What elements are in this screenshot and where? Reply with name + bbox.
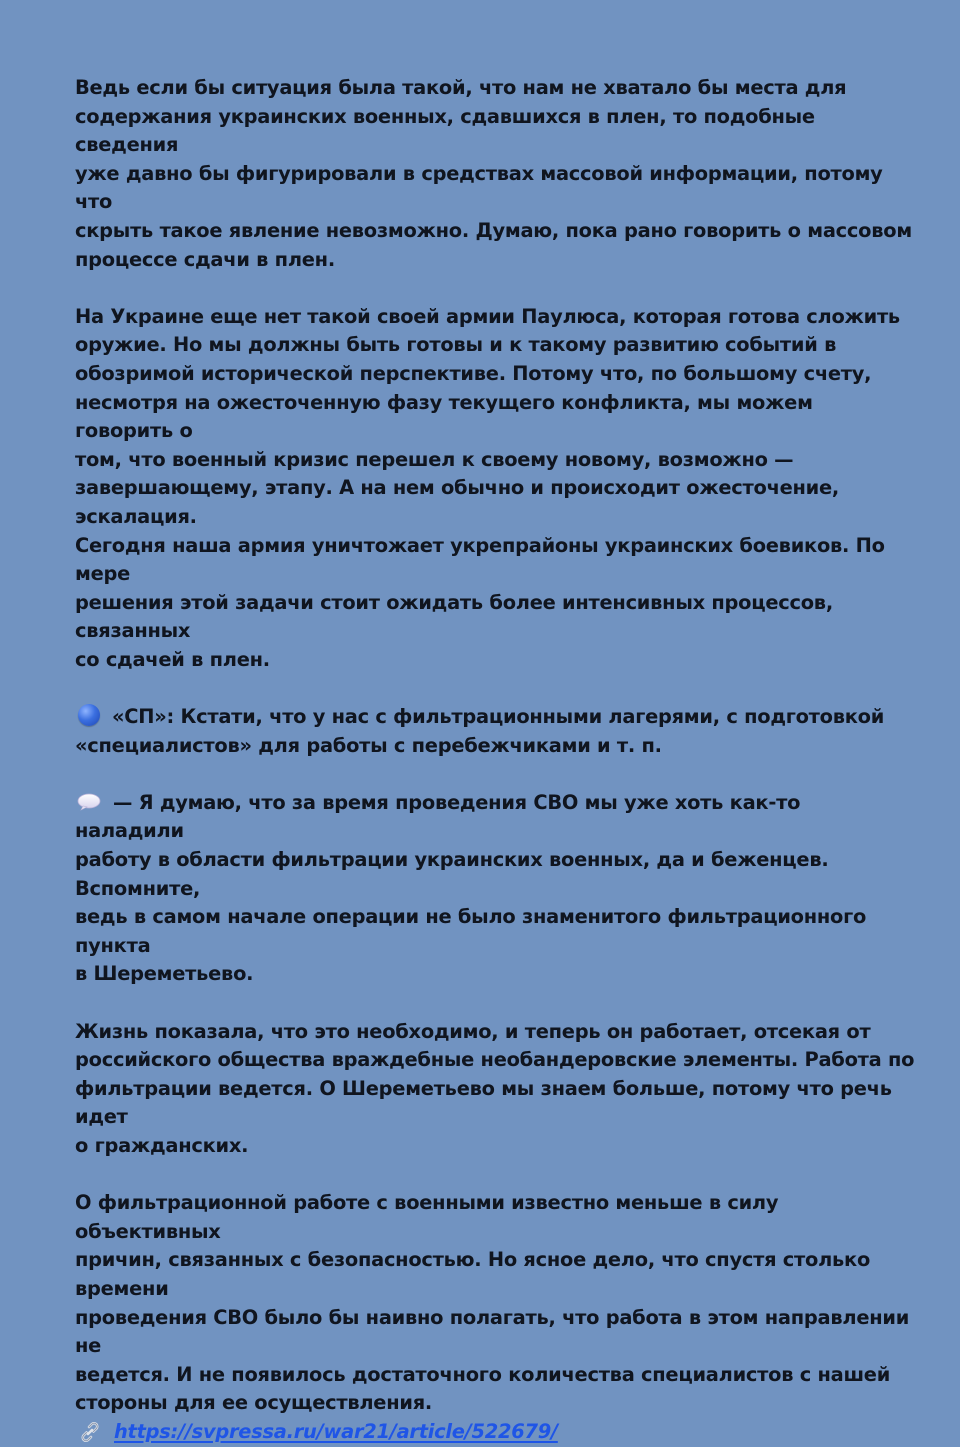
answer-paragraph: [75, 789, 915, 989]
answer-text: — Я думаю, что за время проведения СВО мы уже хоть как-то наладили работу в области фильтрации украинских военных, да и беженцев. Вспомните, ведь в самом начале операции не было знаменитого фильтрационного пункта в Шереметьево.: [75, 790, 867, 986]
speech-bubble-icon: [77, 793, 101, 811]
question-text: «СП»: Кстати, что у нас с фильтрационными лагерями, с подготовкой «специалистов» для работы с перебежчиками и т. п.: [75, 705, 885, 757]
question-paragraph: [75, 703, 915, 760]
paragraph-1: Ведь если бы ситуация была такой, что нам не хватало бы места для содержания украинских военных, сдавшихся в плен, то подобные сведения уже давно бы фигурировали в средствах массовой информации, потому что скрыть такое явление невозможно. Думаю, пока рано говорить о массовом процессе сдачи в плен.: [75, 76, 912, 271]
source-link-row: [75, 1418, 915, 1447]
article-body: [75, 74, 915, 1447]
paragraph-3: Жизнь показала, что это необходимо, и теперь он работает, отсекая от российского общества враждебные необандеровские элементы. Работа по фильтрации ведется. О Шереметьево мы знаем больше, потому что речь идет о гражданских.: [75, 1019, 915, 1157]
link-icon: [78, 1420, 102, 1444]
paragraph-4: О фильтрационной работе с военными известно меньше в силу объективных причин, связанных с безопасностью. Но ясное дело, что спустя столько времени проведения СВО было бы наивно полагать, что работа в этом направлении не ведется. И не появилось достаточного количества специалистов с нашей стороны для ее осуществления.: [75, 1191, 910, 1415]
blue-circle-icon: [78, 704, 100, 726]
paragraph-2: На Украине еще нет такой своей армии Паулюса, которая готова сложить оружие. Но мы должны быть готовы и к такому развитию событий в обозримой исторической перспективе. Потому что, по большому счету, несмотря на ожесточенную фазу текущего конфликта, мы можем говорить о том, что военный кризис перешел к своему новому, возможно — завершающему, этапу. А на нем обычно и происходит ожесточение, эскалация. Сегодня наша армия уничтожает укрепрайоны украинских боевиков. По мере решения этой задачи стоит ожидать более интенсивных процессов, связанных со сдачей в плен.: [75, 304, 900, 671]
source-link[interactable]: https://svpressa.ru/war21/article/522679/: [114, 1419, 558, 1443]
